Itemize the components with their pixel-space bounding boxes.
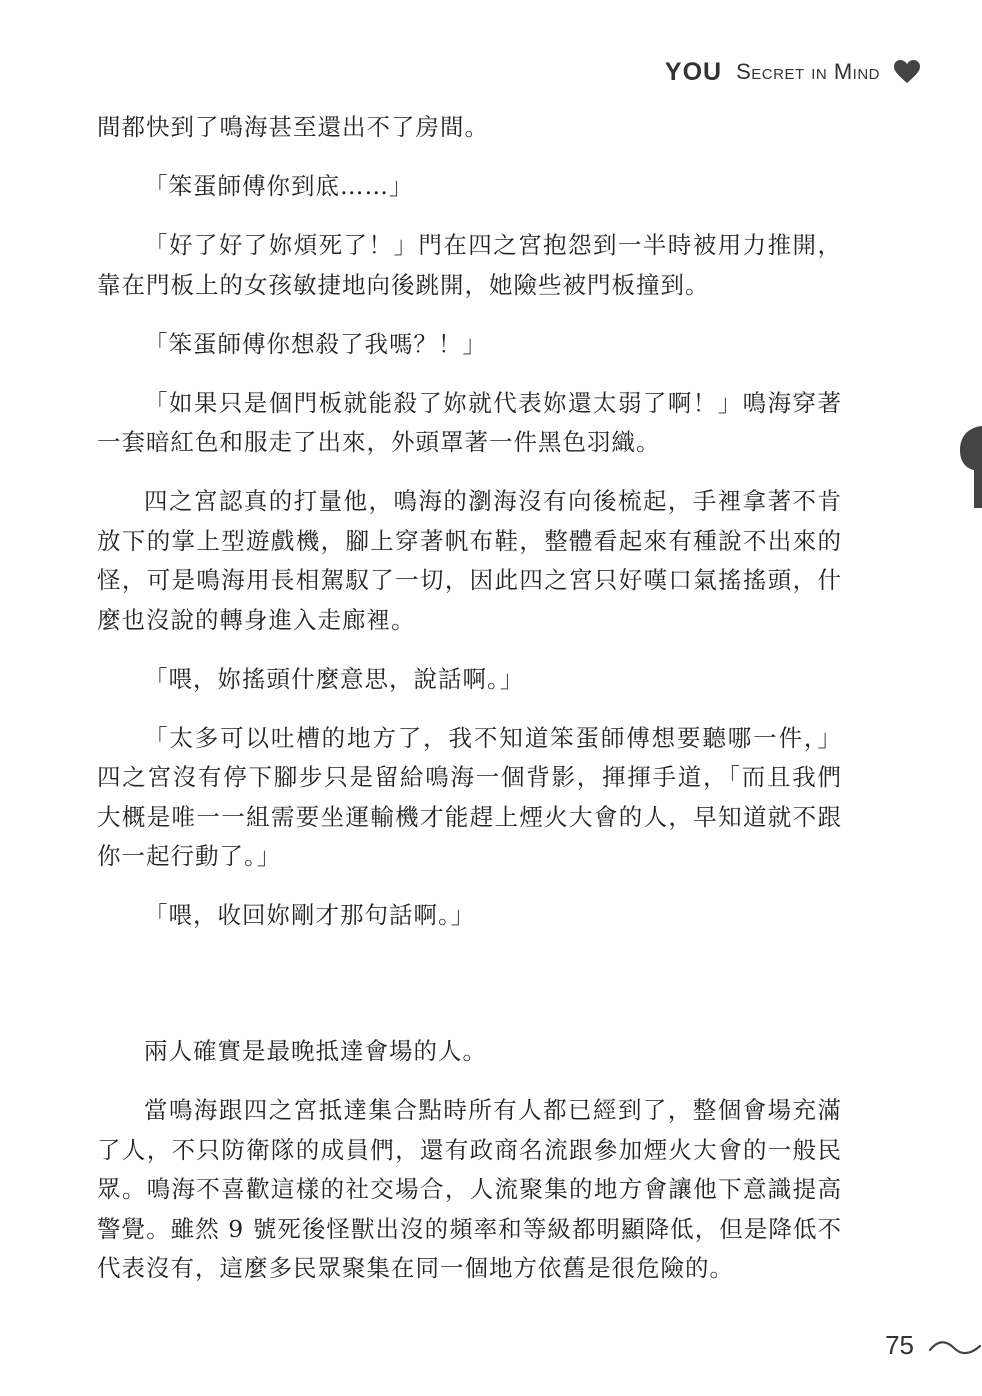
series-title: YOU bbox=[664, 57, 723, 86]
running-header bbox=[665, 56, 920, 88]
paragraph-1: 間都快到了鳴海甚至還出不了房間。 bbox=[97, 113, 489, 141]
paragraph-2: 「笨蛋師傅你到底……」 bbox=[144, 172, 414, 200]
paragraph-8: 「太多可以吐槽的地方了，我不知道笨蛋師傅想要聽哪一件，」四之宮沒有停下腳步只是留給鳴海一個背影，揮揮手道，「而且我們大概是唯一一組需要坐運輸機才能趕上煙火大會的人，早知道就不跟你一起行動了。」 bbox=[97, 723, 842, 870]
paragraph-6: 四之宮認真的打量他，鳴海的瀏海沒有向後梳起，手裡拿著不肯放下的掌上型遊戲機，腳上穿著帆布鞋，整體看起來有種說不出來的怪，可是鳴海用長相駕馭了一切，因此四之宮只好嘆口氣搖搖頭，什麼也沒說的轉身進入走廊裡。 bbox=[97, 487, 842, 634]
paragraph-9: 「喂，收回妳剛才那句話啊。」 bbox=[144, 901, 476, 929]
page-number: 75 bbox=[885, 1330, 914, 1360]
series-subtitle: Secret in Mind bbox=[736, 59, 880, 84]
scene-break bbox=[97, 955, 842, 1032]
paragraph-7: 「喂，妳搖頭什麼意思，說話啊。」 bbox=[144, 664, 525, 693]
paragraph-4: 「笨蛋師傅你想殺了我嗎？！」 bbox=[144, 329, 487, 358]
chapter-edge-tab bbox=[960, 426, 982, 508]
page-body bbox=[97, 108, 842, 1308]
wave-ornament bbox=[928, 1338, 982, 1358]
paragraph-3: 「好了好了妳煩死了！」門在四之宮抱怨到一半時被用力推開，靠在門板上的女孩敏捷地向後跳開，她險些被門板撞到。 bbox=[97, 231, 842, 299]
paragraph-10: 兩人確實是最晚抵達會場的人。 bbox=[144, 1037, 487, 1065]
heart-icon bbox=[894, 60, 920, 84]
paragraph-11: 當鳴海跟四之宮抵達集合點時所有人都已經到了，整個會場充滿了人，不只防衛隊的成員們，還有政商名流跟參加煙火大會的一般民眾。鳴海不喜歡這樣的社交場合，人流聚集的地方會讓他下意識提高警覺。雖然 9 號死後怪獸出沒的頻率和等級都明顯降低，但是降低不代表沒有，這麼多民眾聚集在同一個地方依舊是很危險的。 bbox=[97, 1096, 842, 1282]
paragraph-5: 「如果只是個門板就能殺了妳就代表妳還太弱了啊！」鳴海穿著一套暗紅色和服走了出來，外頭罩著一件黑色羽織。 bbox=[97, 388, 842, 456]
